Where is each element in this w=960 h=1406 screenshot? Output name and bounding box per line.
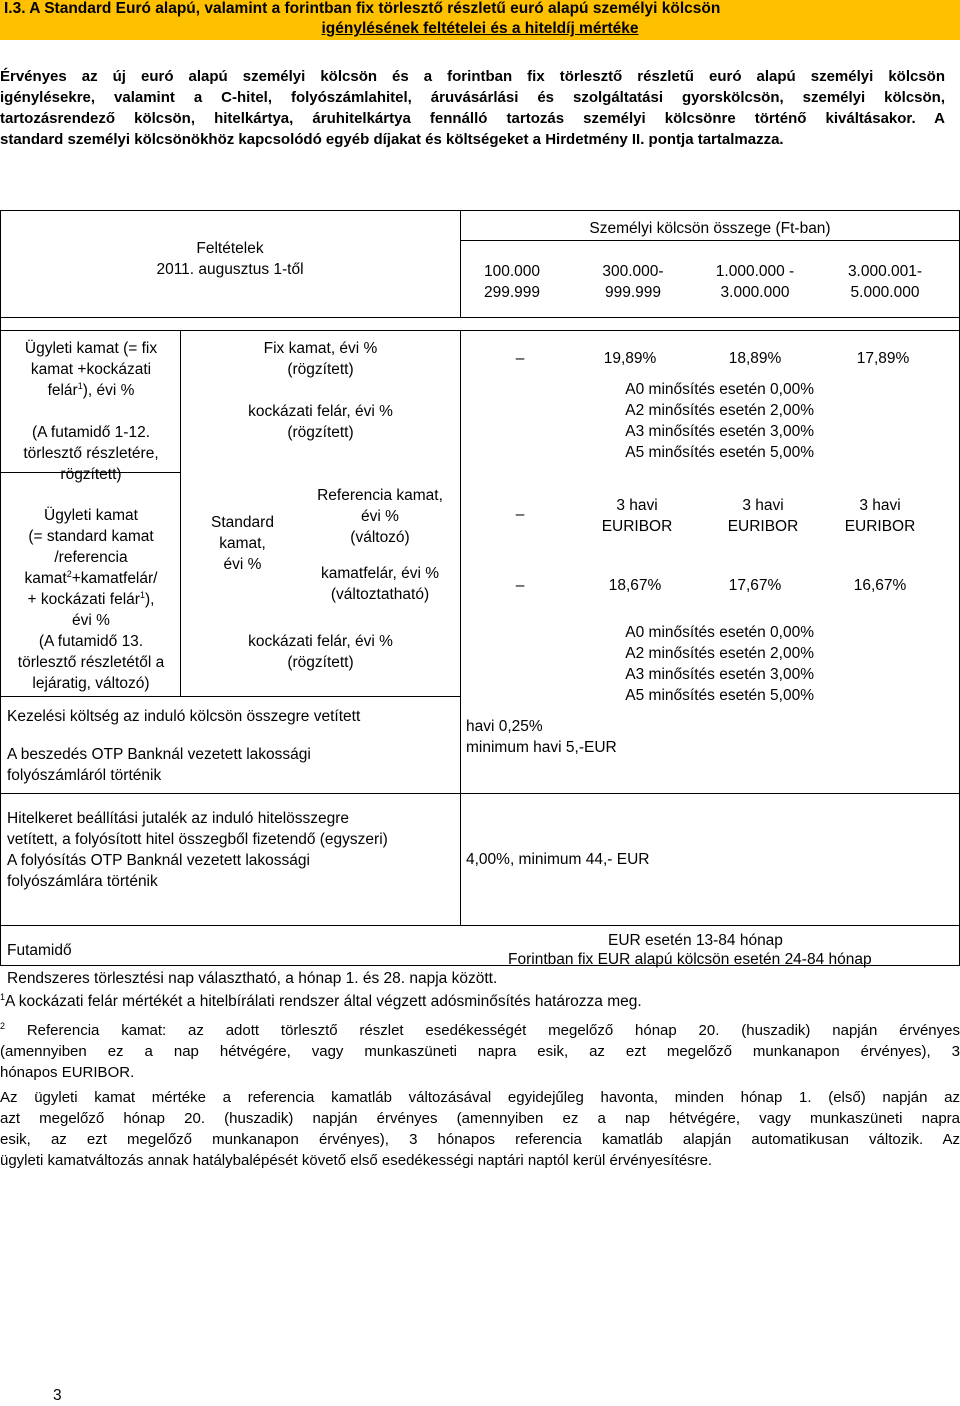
footnote-text: A kockázati felár mértékét a hitelbírálati rendszer által végzett adósminősítés határozza meg. [5, 993, 642, 1010]
section-heading [0, 0, 960, 40]
label-line: évi % [223, 556, 262, 573]
fixed-rate-1m: 18,89% [728, 350, 782, 367]
reference-rate-label [300, 485, 460, 548]
label-line: Kezelési költség az induló kölcsön összegre vetített [7, 708, 361, 725]
euribor-300k [587, 495, 687, 537]
paragraph-line: azt megelőző hónap 20. (huszadik) napján érvényes (amennyiben ez a nap hétvégére, vagy munkaszüneti napra [0, 1110, 960, 1127]
footnote-marker: 2 [0, 1021, 6, 1031]
intro-line: Érvényes az új euró alapú személyi kölcsön és a forintban fix törlesztő részletű euró alapú személyi kölcsön [0, 68, 945, 85]
range-from: 1.000.000 - [715, 263, 795, 280]
conditions-label [130, 238, 330, 280]
label-line: vetített, a folyósított hitel összegből fizetendő (egyszeri) [7, 831, 388, 848]
range-from: 100.000 [483, 263, 541, 280]
euribor-3m [830, 495, 930, 537]
fixed-rate-label [2, 338, 180, 485]
label-line: felár$^1$), évi % [47, 380, 135, 399]
intro-line: igénylésekre, valamint a C-hitel, folyószámlahitel, áruvásárlási és szolgáltatási gyorskölcsön, személyi kölcsön, [0, 89, 945, 106]
range-1m [695, 261, 815, 303]
label-line: (= standard kamat [28, 528, 154, 545]
range-to: 5.000.000 [850, 284, 920, 301]
margin-label [300, 563, 460, 605]
label-line: EURIBOR [601, 518, 673, 535]
section-title-line2: igénylésének feltételei és a hiteldíj mértéke [321, 20, 639, 37]
label-line: Hitelkeret beállítási jutalék az induló hitelösszegre [7, 810, 350, 827]
label-line: A folyósítás OTP Banknál vezetett lakossági [7, 852, 310, 869]
label-line: kamatfelár, évi % [320, 565, 440, 582]
standard-rate-label [190, 512, 295, 575]
footnote-marker: 1 [0, 991, 6, 1002]
amount-header: Személyi kölcsön összege (Ft-ban) [589, 220, 831, 237]
label-line: kockázati felár, évi % [248, 403, 393, 420]
table-row-divider [0, 793, 960, 794]
euribor-1m [713, 495, 813, 537]
repayment-day: Rendszeres törlesztési nap választható, a hónap 1. és 28. napja között. [7, 970, 498, 987]
label-line: kamat, [219, 535, 266, 552]
intro-line: standard személyi kölcsönökhöz kapcsolódó egyéb díjakat és költségeket a Hirdetmény II. pontja tartalmazza. [0, 131, 784, 148]
table-header-bottom [0, 317, 960, 318]
setup-fee-value: 4,00%, minimum 44,- EUR [466, 851, 650, 868]
label-line: 3 havi [859, 497, 901, 514]
margin-3m: 16,67% [853, 577, 907, 594]
table-border-left [0, 210, 1, 965]
fixed-interest-label [181, 338, 460, 380]
label-line: (A futamidő 1-12. [31, 424, 151, 441]
fixed-dash: – [515, 350, 525, 367]
margin-300k: 18,67% [608, 577, 662, 594]
label-line: kamat$^2$+kamatfelár/ [24, 568, 158, 587]
variable-risk-list [540, 622, 814, 706]
handling-fee-label [7, 706, 457, 786]
fixed-risk-label [181, 401, 460, 443]
range-300k [583, 261, 683, 303]
label-line: 3 havi [616, 497, 658, 514]
label-line: évi % [72, 612, 110, 629]
value-line: havi 0,25% [466, 718, 543, 735]
term-huf-fixed: Forintban fix EUR alapú kölcsön esetén 24-84 hónap [508, 951, 872, 968]
margin-dash: – [515, 577, 525, 594]
footnote-line: (amennyiben ez a nap hétvégére, vagy munkaszüneti napra esik, az ezt megelőző munkanapon érvényes), 3 [0, 1043, 960, 1060]
risk-line: A2 minősítés esetén 2,00% [625, 645, 814, 662]
range-from: 3.000.001- [847, 263, 923, 280]
label-line: (rögzített) [287, 654, 354, 671]
label-line: 3 havi [742, 497, 784, 514]
label-line: kockázati felár, évi % [248, 633, 393, 650]
label-line: évi % [361, 508, 399, 525]
footnote-line: hónapos EURIBOR. [0, 1064, 135, 1081]
risk-line: A0 minősítés esetén 0,00% [625, 381, 814, 398]
fixed-risk-list [540, 379, 814, 463]
page-number: 3 [53, 1387, 62, 1404]
risk-line: A0 minősítés esetén 0,00% [625, 624, 814, 641]
label-line: Referencia kamat, [317, 487, 443, 504]
risk-line: A5 minősítés esetén 5,00% [625, 687, 814, 704]
label-line: Ügyleti kamat [44, 507, 138, 524]
paragraph-line: ügyleti kamatváltozás annak hatálybalépését követő első esedékességi naptári naptól kerül érvényesítésre. [0, 1152, 713, 1169]
label-line: Standard [211, 514, 274, 531]
table-row-divider [0, 696, 460, 697]
footnote-line: Referencia kamat: az adott törlesztő részlet esedékességét megelőző hónap 20. (huszadik) napján érvényes [26, 1022, 960, 1039]
intro-line: tartozásrendező kölcsön, hitelkártya, áruhitelkártya fennálló tartozás személyi kölcsönre történő kiváltásakor. A [0, 110, 945, 127]
label-line: törlesztő részletére, [23, 445, 159, 462]
table-border-top [0, 210, 960, 211]
intro-paragraph [0, 66, 945, 150]
euribor-dash: – [515, 506, 525, 523]
label-line: (rögzített) [287, 424, 354, 441]
margin-1m: 17,67% [728, 577, 782, 594]
risk-line: A5 minősítés esetén 5,00% [625, 444, 814, 461]
range-100k [462, 261, 562, 303]
value-line: minimum havi 5,-EUR [466, 739, 617, 756]
label-line: rögzített) [60, 466, 122, 483]
risk-line: A3 minősítés esetén 3,00% [625, 666, 814, 683]
label-line: EURIBOR [727, 518, 799, 535]
conditions-title: Feltételek [196, 240, 264, 257]
label-line: /referencia [54, 549, 128, 566]
table-header-divider [460, 240, 960, 241]
label-line: (A futamidő 13. [38, 633, 144, 650]
risk-line: A3 minősítés esetén 3,00% [625, 423, 814, 440]
label-line: (rögzített) [287, 361, 354, 378]
term-label: Futamidő [7, 942, 72, 959]
section-title-line1: I.3. A Standard Euró alapú, valamint a forintban fix törlesztő részletű euró alapú személyi kölcsön [4, 0, 721, 17]
range-to: 299.999 [483, 284, 541, 301]
label-line: EURIBOR [844, 518, 916, 535]
variable-rate-label [2, 505, 180, 694]
range-from: 300.000- [602, 263, 664, 280]
footnote-2 [0, 1020, 960, 1083]
label-line: lejáratig, változó) [32, 675, 150, 692]
label-line: (változtatható) [330, 586, 430, 603]
variable-risk-label [181, 631, 460, 673]
fixed-rate-300k: 19,89% [603, 350, 657, 367]
range-3m [825, 261, 945, 303]
label-line: A beszedés OTP Banknál vezetett lakossági [7, 746, 311, 763]
handling-fee-value [466, 716, 766, 758]
fixed-rate-3m: 17,89% [856, 350, 910, 367]
footnote-1 [0, 991, 642, 1012]
label-line: folyószámláról történik [7, 767, 162, 784]
label-line: Ügyleti kamat (= fix [24, 340, 158, 357]
table-col-divider [460, 210, 461, 317]
setup-fee-label [7, 808, 457, 892]
label-line: + kockázati felár$^1$), [27, 589, 155, 608]
label-line: kamat +kockázati [30, 361, 152, 378]
paragraph-line: esik, az ezt megelőző munkanapon érvényes), 3 hónapos referencia kamatláb alapján automatikusan változik. Az [0, 1131, 960, 1148]
label-line: törlesztő részletétől a [17, 654, 165, 671]
conditions-date: 2011. augusztus 1-től [156, 261, 304, 278]
table-row-divider [0, 330, 960, 331]
range-to: 3.000.000 [720, 284, 790, 301]
label-line: folyószámlára történik [7, 873, 158, 890]
table-row-divider [0, 925, 960, 926]
risk-line: A2 minősítés esetén 2,00% [625, 402, 814, 419]
paragraph-line: Az ügyleti kamat mértéke a referencia kamatláb változásával egyidejűleg havonta, minden hónap 1. (első) napján az [0, 1089, 960, 1106]
rate-change-paragraph [0, 1087, 960, 1171]
table-col-divider [460, 330, 461, 925]
range-to: 999.999 [604, 284, 662, 301]
label-line: (változó) [350, 529, 410, 546]
term-eur: EUR esetén 13-84 hónap [608, 932, 783, 949]
label-line: Fix kamat, évi % [263, 340, 378, 357]
